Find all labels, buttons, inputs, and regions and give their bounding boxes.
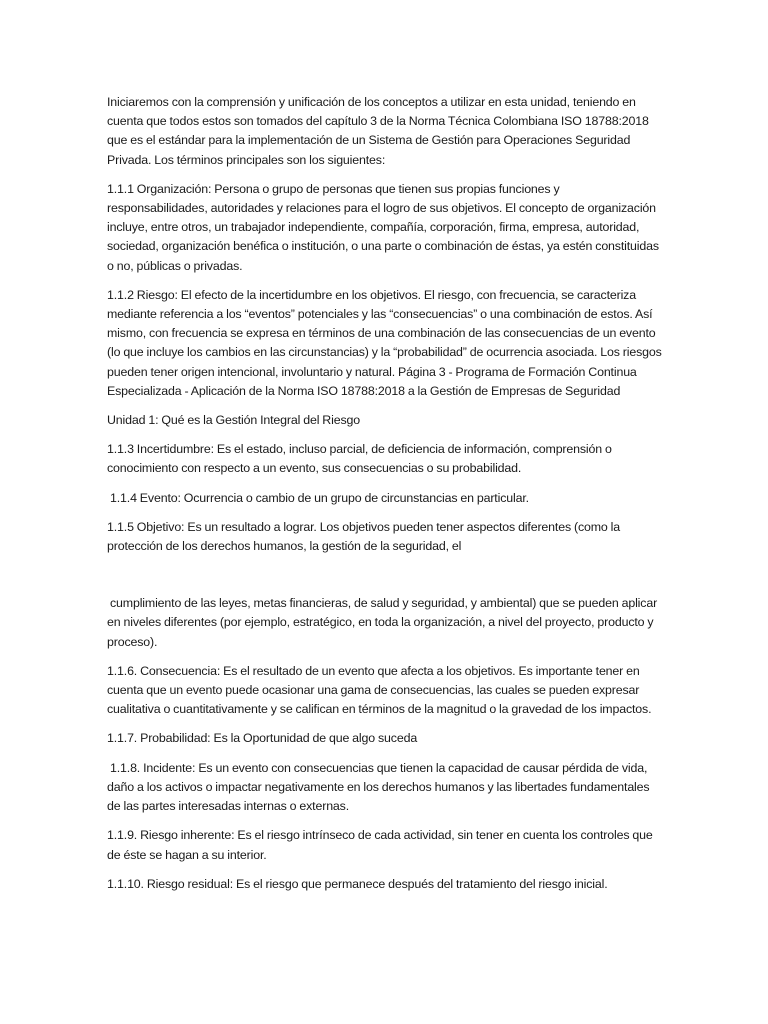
document-page bbox=[107, 93, 663, 894]
definition-riesgo-residual: 1.1.10. Riesgo residual: Es el riesgo que permanece después del tratamiento del riesgo inicial. bbox=[107, 876, 608, 891]
definition-incertidumbre: 1.1.3 Incertidumbre: Es el estado, incluso parcial, de deficiencia de información, comprensión o conocimiento con respecto a un evento, sus consecuencias o su probabilidad. bbox=[107, 442, 612, 476]
definition-objetivo-continued: cumplimiento de las leyes, metas financieras, de salud y seguridad, y ambiental) que se pueden aplicar en niveles diferentes (por ejemplo, estratégico, en toda la organización, a nivel del proyecto, producto y proceso). bbox=[107, 596, 661, 649]
unit-heading: Unidad 1: Qué es la Gestión Integral del Riesgo bbox=[107, 413, 360, 428]
definition-organizacion: 1.1.1 Organización: Persona o grupo de personas que tienen sus propias funciones y responsabilidades, autoridades y relaciones para el logro de sus objetivos. El concepto de organización incluye, entre otros, un trabajador independiente, compañía, corporación, firma, empresa, autoridad, sociedad, organización benéfica o institución, o una parte o combinación de éstas, ya estén constituidas o no, públicas o privadas. bbox=[107, 181, 659, 273]
definition-riesgo-inherente: 1.1.9. Riesgo inherente: Es el riesgo intrínseco de cada actividad, sin tener en cuenta los controles que de éste se hagan a su interior. bbox=[107, 828, 653, 862]
definition-evento: 1.1.4 Evento: Ocurrencia o cambio de un grupo de circunstancias en particular. bbox=[107, 490, 529, 505]
definition-riesgo: 1.1.2 Riesgo: El efecto de la incertidumbre en los objetivos. El riesgo, con frecuencia, se caracteriza mediante referencia a los “eventos” potenciales y las “consecuencias” o una combinación de estos. Así mismo, con frecuencia se expresa en términos de una combinación de las consecuencias de un evento (lo que incluye los cambios en las circunstancias) y la “probabilidad” de ocurrencia asociada. Los riesgos pueden tener origen intencional, involuntario y natural. Página 3 - Programa de Formación Continua Especializada - Aplicación de la Norma ISO 18788:2018 a la Gestión de Empresas de Seguridad bbox=[107, 287, 662, 398]
definition-objetivo: 1.1.5 Objetivo: Es un resultado a lograr. Los objetivos pueden tener aspectos diferentes (como la protección de los derechos humanos, la gestión de la seguridad, el bbox=[107, 519, 620, 554]
intro-paragraph: Iniciaremos con la comprensión y unificación de los conceptos a utilizar en esta unidad, teniendo en cuenta que todos estos son tomados del capítulo 3 de la Norma Técnica Colombiana ISO 18788:2018 que es el estándar para la implementación de un Sistema de Gestión para Operaciones Seguridad Privada. Los términos principales son los siguientes: bbox=[107, 95, 649, 167]
definition-incidente: 1.1.8. Incidente: Es un evento con consecuencias que tienen la capacidad de causar pérdida de vida, daño a los activos o impactar negativamente en los derechos humanos y las libertades fundamentales de las partes interesadas internas o externas. bbox=[107, 760, 653, 814]
definition-probabilidad: 1.1.7. Probabilidad: Es la Oportunidad de que algo suceda bbox=[107, 731, 418, 746]
definition-consecuencia: 1.1.6. Consecuencia: Es el resultado de un evento que afecta a los objetivos. Es importante tener en cuenta que un evento puede ocasionar una gama de consecuencias, las cuales se pueden expresar cualitativa o cuantitativamente y se califican en términos de la magnitud o la gravedad de los impactos. bbox=[107, 663, 652, 717]
